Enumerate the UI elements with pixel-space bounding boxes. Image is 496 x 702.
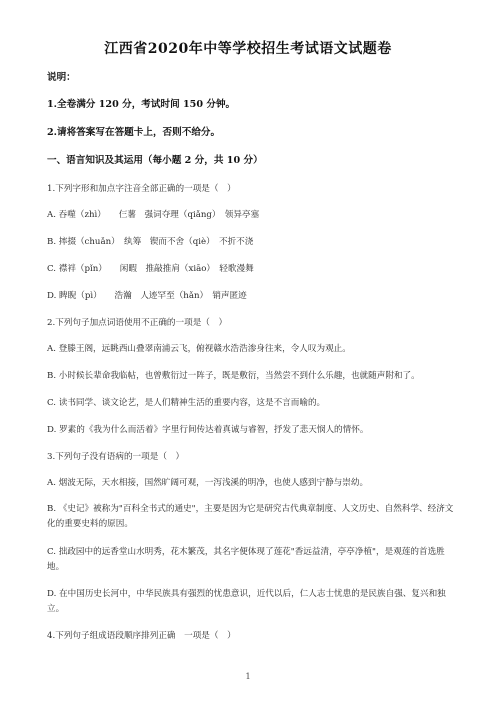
question-2-option-b: B. 小时候长辈命我临帖，也曾敷衍过一阵子，既是敷衍，当然尝不到什么乐趣，也就随声附和了。: [47, 371, 420, 381]
question-2-stem: 2.下列句子加点词语使用不正确的一项是（ ）: [47, 318, 228, 328]
question-3-option-d: D. 在中国历史长河中，中华民族具有强烈的忧患意识，近代以后，仁人志士忧患的是民族自强、复兴和独立。: [47, 589, 446, 614]
question-3-option-a: A. 烟波无际，天水相接，国然旷阔可观，一泻浅溪的明净，也使人感到宁静与崇幼。: [47, 478, 369, 488]
question-4-stem: 4.下列句子组成语段顺序排列正确 一项是（ ）: [47, 631, 236, 641]
section-1-heading: 一、语言知识及其运用（每小题 2 分，共 10 分）: [47, 155, 263, 166]
question-3-stem: 3.下列句子没有语病的一项是（ ）: [47, 452, 185, 462]
page-number: 1: [245, 672, 251, 681]
question-1-option-b: B. 摔掇（chuǎn） 纨筹 锲而不舍（qiè） 不折不浇: [47, 237, 254, 247]
question-2-option-c: C. 读书同学、谈文论艺，是人们精神生活的重要内容，这是不言而喻的。: [47, 398, 326, 408]
question-3-option-c: C. 拙政园中的远香堂山水明秀，花木繁茂，其名字便体现了莲花"香远益清，亭亭净植"，是观莲的首选胜地。: [47, 547, 445, 572]
question-1-stem: 1.下列字形和加点字注音全部正确的一项是（ ）: [47, 184, 236, 194]
question-2-option-a: A. 登滕王阁，远眺西山叠翠南浦云飞，俯视赣水浩浩渗身往来，令人叹为观止。: [47, 344, 351, 354]
exam-title: 江西省2020年中等学校招生考试语文试题卷: [104, 41, 392, 57]
question-2-option-d: D. 罗素的《我为什么而活着》字里行间传达着真诚与睿智，抒发了悲天悯人的情怀。: [47, 425, 369, 435]
question-1-option-d: D. 睥睨（pì） 浩瀚 人迹罕至（hǎn） 销声匿迹: [47, 291, 247, 301]
note-1: 1.全卷满分 120 分，考试时间 150 分钟。: [47, 99, 236, 110]
question-1-option-c: C. 襟袢（pǐn） 闲暇 推敲推肩（xiāo） 轻歌漫舞: [47, 264, 254, 274]
question-1-option-a: A. 吞噬（zhì） 仨薯 强词夺理（qiǎng） 领异亭塞: [47, 210, 260, 220]
question-3-option-b: B. 《史记》被称为"百科全书式的通史"，主要是因为它是研究古代典章制度、人文历史、自然科学、经济文化的重要史料的原因。: [47, 504, 454, 529]
notes-label: 说明：: [47, 72, 76, 83]
note-2: 2.请将答案写在答题卡上，否则不给分。: [47, 127, 221, 138]
